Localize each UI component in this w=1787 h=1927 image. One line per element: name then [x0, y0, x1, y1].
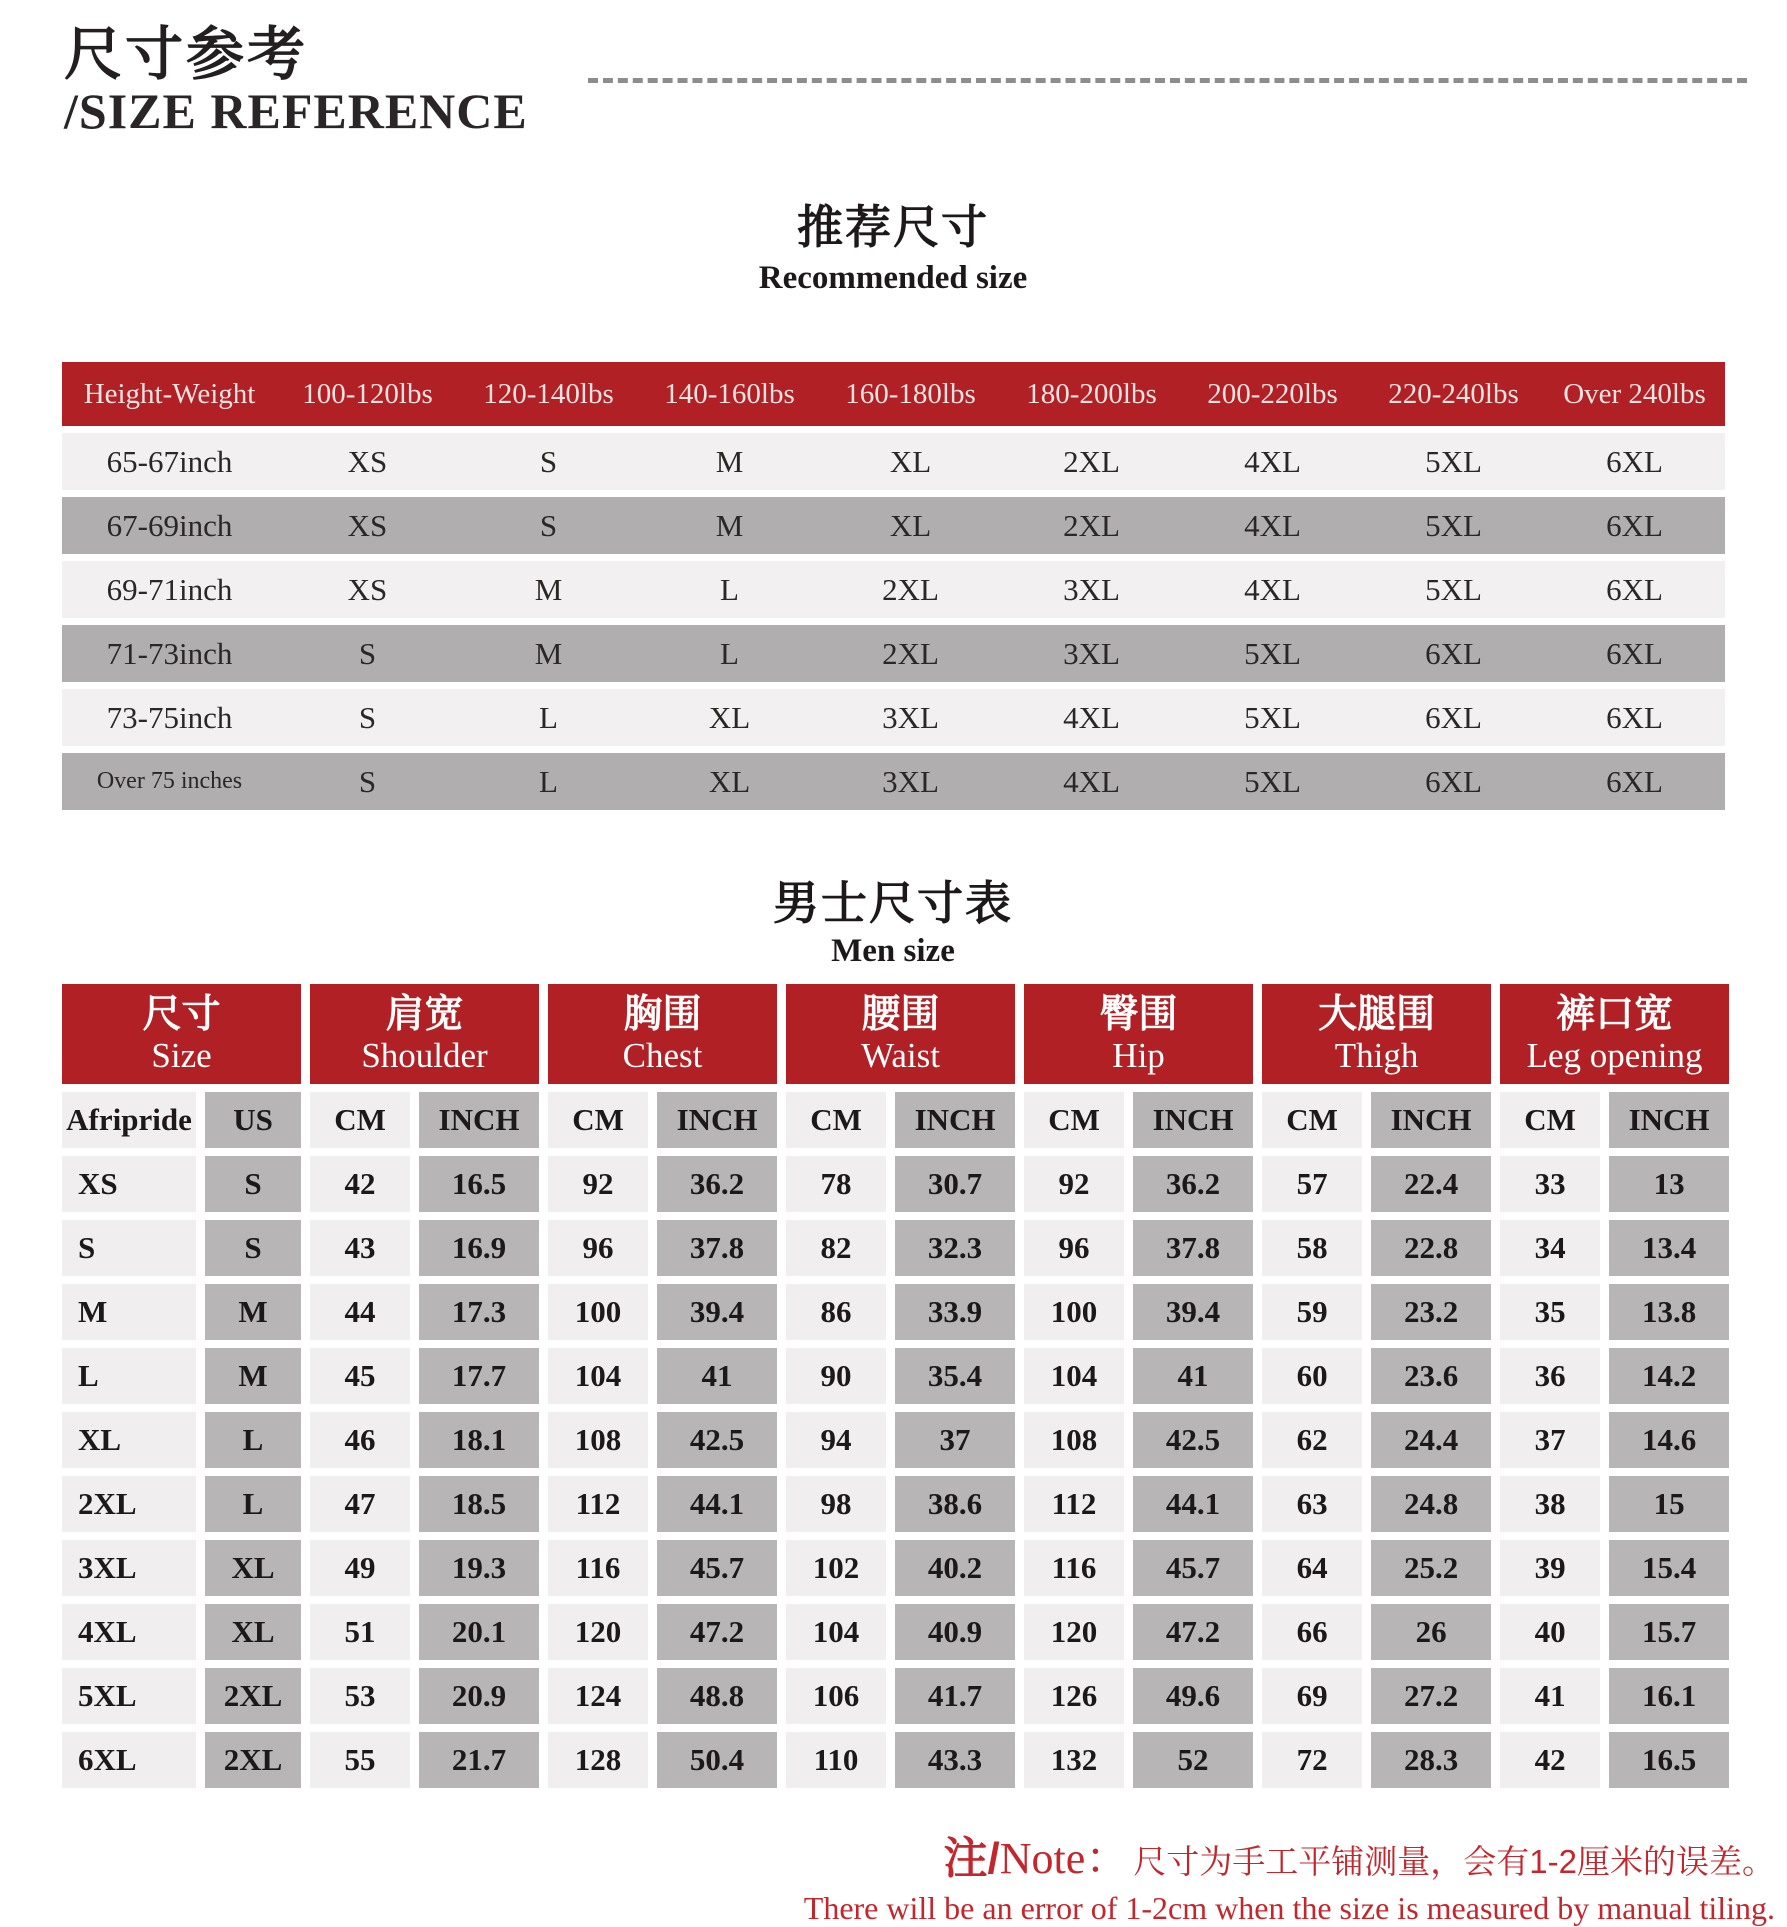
men-measure-cell: 48.8 [657, 1668, 777, 1724]
recommended-size-cell: XL [820, 497, 1001, 554]
men-group-label-zh: 肩宽 [385, 993, 464, 1037]
men-measure-cell: 42.5 [657, 1412, 777, 1468]
men-measure-cell: 44 [310, 1284, 410, 1340]
men-group-header-cell [548, 984, 777, 1084]
men-subheader-cell: CM [310, 1092, 410, 1148]
recommended-size-cell: L [639, 561, 820, 618]
men-measure-cell: 50.4 [657, 1732, 777, 1788]
men-measure-cell: 25.2 [1371, 1540, 1491, 1596]
recommended-size-cell: 3XL [820, 689, 1001, 746]
men-size-cell: 3XL [62, 1540, 196, 1596]
men-group-header-cell [62, 984, 301, 1084]
recommended-header-cell: 160-180lbs [820, 362, 1001, 426]
recommended-header-cell: 180-200lbs [1001, 362, 1182, 426]
men-group-label-zh: 大腿围 [1318, 993, 1436, 1037]
men-measure-cell: 37 [1500, 1412, 1600, 1468]
men-size-cell: 4XL [62, 1604, 196, 1660]
men-measure-cell: 36 [1500, 1348, 1600, 1404]
men-measure-cell: 108 [1024, 1412, 1124, 1468]
men-group-label-en: Thigh [1334, 1035, 1419, 1075]
men-measure-cell: 14.6 [1609, 1412, 1729, 1468]
men-size-cell: 2XL [62, 1476, 196, 1532]
page-title-en: /SIZE REFERENCE [64, 83, 528, 139]
recommended-size-cell: 5XL [1182, 753, 1363, 810]
men-measure-cell: 116 [1024, 1540, 1124, 1596]
men-measure-cell: 128 [548, 1732, 648, 1788]
men-measure-cell: 33.9 [895, 1284, 1015, 1340]
men-measure-cell: 23.2 [1371, 1284, 1491, 1340]
men-measure-cell: 98 [786, 1476, 886, 1532]
men-measure-cell: 96 [1024, 1220, 1124, 1276]
men-measure-cell: 40.2 [895, 1540, 1015, 1596]
men-measure-cell: 20.9 [419, 1668, 539, 1724]
men-measure-cell: 44.1 [657, 1476, 777, 1532]
men-table [53, 976, 1738, 1796]
recommended-row-label: 65-67inch [62, 433, 277, 490]
recommended-size-cell: 6XL [1544, 753, 1725, 810]
note-line1-text: 尺寸为手工平铺测量，会有1-2厘米的误差。 [1133, 1843, 1775, 1880]
men-measure-cell: S [205, 1220, 301, 1276]
men-size-cell: L [62, 1348, 196, 1404]
men-measure-cell: 42 [1500, 1732, 1600, 1788]
men-measure-cell: M [205, 1348, 301, 1404]
men-data-row [62, 1732, 1729, 1788]
men-measure-cell: 102 [786, 1540, 886, 1596]
men-measure-cell: 13.8 [1609, 1284, 1729, 1340]
men-measure-cell: 82 [786, 1220, 886, 1276]
men-size-cell: M [62, 1284, 196, 1340]
recommended-row [62, 497, 1725, 554]
recommended-size-cell: 3XL [820, 753, 1001, 810]
men-measure-cell: 35 [1500, 1284, 1600, 1340]
men-measure-cell: 112 [1024, 1476, 1124, 1532]
men-measure-cell: 106 [786, 1668, 886, 1724]
men-measure-cell: 41 [1500, 1668, 1600, 1724]
men-measure-cell: XL [205, 1604, 301, 1660]
men-measure-cell: 22.8 [1371, 1220, 1491, 1276]
men-data-row [62, 1348, 1729, 1404]
recommended-size-cell: XS [277, 433, 458, 490]
men-measure-cell: 34 [1500, 1220, 1600, 1276]
men-measure-cell: 120 [1024, 1604, 1124, 1660]
recommended-table [62, 355, 1725, 817]
men-measure-cell: 104 [1024, 1348, 1124, 1404]
recommended-size-cell: 4XL [1001, 753, 1182, 810]
men-measure-cell: 39.4 [1133, 1284, 1253, 1340]
men-measure-cell: 92 [1024, 1156, 1124, 1212]
recommended-size-cell: 2XL [820, 625, 1001, 682]
men-measure-cell: 13.4 [1609, 1220, 1729, 1276]
recommended-size-cell: S [458, 433, 639, 490]
men-measure-cell: 108 [548, 1412, 648, 1468]
men-measure-cell: 58 [1262, 1220, 1362, 1276]
men-measure-cell: 35.4 [895, 1348, 1015, 1404]
men-group-label-zh: 裤口宽 [1556, 993, 1674, 1037]
men-measure-cell: 94 [786, 1412, 886, 1468]
men-group-header-cell [1262, 984, 1491, 1084]
men-measure-cell: L [205, 1412, 301, 1468]
recommended-size-cell: 6XL [1363, 625, 1544, 682]
men-measure-cell: 45 [310, 1348, 410, 1404]
men-measure-cell: 47 [310, 1476, 410, 1532]
recommended-header-cell: 200-220lbs [1182, 362, 1363, 426]
men-measure-cell: 30.7 [895, 1156, 1015, 1212]
men-size-cell: S [62, 1220, 196, 1276]
recommended-row-label: 71-73inch [62, 625, 277, 682]
men-group-header-cell [1500, 984, 1729, 1084]
men-measure-cell: 24.8 [1371, 1476, 1491, 1532]
men-measure-cell: 49 [310, 1540, 410, 1596]
men-data-row [62, 1284, 1729, 1340]
men-size-cell: XL [62, 1412, 196, 1468]
recommended-row-label: 69-71inch [62, 561, 277, 618]
men-measure-cell: 16.5 [1609, 1732, 1729, 1788]
men-group-header-row [62, 984, 1729, 1084]
men-group-label-zh: 臀围 [1099, 993, 1178, 1037]
recommended-size-cell: S [458, 497, 639, 554]
men-data-row [62, 1220, 1729, 1276]
recommended-row-label: Over 75 inches [62, 753, 277, 810]
men-measure-cell: 41 [1133, 1348, 1253, 1404]
note-line2: There will be an error of 1-2cm when the size is measured by manual tiling. [803, 1890, 1775, 1926]
recommended-size-cell: 4XL [1182, 497, 1363, 554]
men-subheader-cell: US [205, 1092, 301, 1148]
men-measure-cell: 100 [1024, 1284, 1124, 1340]
recommended-row-label: 73-75inch [62, 689, 277, 746]
recommended-size-cell: XS [277, 561, 458, 618]
men-measure-cell: 126 [1024, 1668, 1124, 1724]
men-subheader-cell: INCH [419, 1092, 539, 1148]
recommended-size-cell: 5XL [1363, 497, 1544, 554]
recommended-size-cell: 6XL [1544, 689, 1725, 746]
men-size-cell: 5XL [62, 1668, 196, 1724]
recommended-header-cell: 220-240lbs [1363, 362, 1544, 426]
recommended-header-cell: 100-120lbs [277, 362, 458, 426]
recommended-size-cell: L [458, 753, 639, 810]
recommended-size-cell: 2XL [1001, 497, 1182, 554]
recommended-size-cell: 6XL [1363, 689, 1544, 746]
men-measure-cell: 37 [895, 1412, 1015, 1468]
men-measure-cell: 51 [310, 1604, 410, 1660]
recommended-size-cell: M [458, 561, 639, 618]
men-measure-cell: 32.3 [895, 1220, 1015, 1276]
men-measure-cell: 60 [1262, 1348, 1362, 1404]
men-measure-cell: 124 [548, 1668, 648, 1724]
men-measure-cell: 46 [310, 1412, 410, 1468]
men-subheader-cell: INCH [1609, 1092, 1729, 1148]
recommended-header-cell: 140-160lbs [639, 362, 820, 426]
men-measure-cell: 26 [1371, 1604, 1491, 1660]
men-measure-cell: S [205, 1156, 301, 1212]
men-group-header-cell [786, 984, 1015, 1084]
recommended-size-cell: M [639, 433, 820, 490]
men-group-label-en: Shoulder [361, 1035, 488, 1075]
men-measure-cell: 52 [1133, 1732, 1253, 1788]
men-measure-cell: 19.3 [419, 1540, 539, 1596]
men-measure-cell: 13 [1609, 1156, 1729, 1212]
recommended-heading-en: Recommended size [758, 260, 1028, 296]
recommended-size-cell: M [639, 497, 820, 554]
men-subheader-cell: CM [1500, 1092, 1600, 1148]
men-measure-cell: 43.3 [895, 1732, 1015, 1788]
recommended-size-cell: 2XL [1001, 433, 1182, 490]
recommended-size-cell: 5XL [1363, 433, 1544, 490]
men-measure-cell: 120 [548, 1604, 648, 1660]
men-measure-cell: 47.2 [657, 1604, 777, 1660]
men-measure-cell: 28.3 [1371, 1732, 1491, 1788]
note-prefix-en: Note： [999, 1834, 1130, 1883]
recommended-row [62, 561, 1725, 618]
men-measure-cell: 104 [548, 1348, 648, 1404]
recommended-row [62, 625, 1725, 682]
recommended-size-cell: 6XL [1544, 497, 1725, 554]
recommended-size-cell: L [458, 689, 639, 746]
men-measure-cell: XL [205, 1540, 301, 1596]
recommended-size-cell: 6XL [1544, 561, 1725, 618]
men-measure-cell: 41 [657, 1348, 777, 1404]
men-data-row [62, 1668, 1729, 1724]
recommended-row-label: 67-69inch [62, 497, 277, 554]
men-measure-cell: 16.1 [1609, 1668, 1729, 1724]
men-size-cell: XS [62, 1156, 196, 1212]
men-group-label-en: Leg opening [1526, 1035, 1703, 1075]
men-measure-cell: 17.3 [419, 1284, 539, 1340]
men-measure-cell: 49.6 [1133, 1668, 1253, 1724]
recommended-size-cell: XL [639, 753, 820, 810]
men-heading [62, 867, 1724, 970]
men-group-label-zh: 胸围 [623, 993, 702, 1037]
men-subheader-cell: INCH [657, 1092, 777, 1148]
title-dashed-line [588, 78, 1747, 83]
men-measure-cell: 24.4 [1371, 1412, 1491, 1468]
men-group-label-en: Size [151, 1035, 212, 1075]
recommended-heading-zh: 推荐尺寸 [797, 201, 989, 253]
men-subheader-cell: CM [786, 1092, 886, 1148]
men-measure-cell: 2XL [205, 1732, 301, 1788]
men-measure-cell: 39.4 [657, 1284, 777, 1340]
recommended-size-cell: 5XL [1363, 561, 1544, 618]
page-title-zh: 尺寸参考 [64, 22, 309, 87]
recommended-header-cell: 120-140lbs [458, 362, 639, 426]
men-measure-cell: 42.5 [1133, 1412, 1253, 1468]
content [62, 191, 1724, 1796]
men-measure-cell: 38 [1500, 1476, 1600, 1532]
recommended-size-cell: 6XL [1544, 433, 1725, 490]
recommended-size-cell: S [277, 689, 458, 746]
men-measure-cell: 40 [1500, 1604, 1600, 1660]
men-measure-cell: 20.1 [419, 1604, 539, 1660]
men-measure-cell: 104 [786, 1604, 886, 1660]
men-measure-cell: 15 [1609, 1476, 1729, 1532]
men-measure-cell: 47.2 [1133, 1604, 1253, 1660]
men-measure-cell: 132 [1024, 1732, 1124, 1788]
men-group-header-cell [1024, 984, 1253, 1084]
men-subheader-row [62, 1092, 1729, 1148]
men-measure-cell: 2XL [205, 1668, 301, 1724]
men-measure-cell: 64 [1262, 1540, 1362, 1596]
men-subheader-cell: CM [1262, 1092, 1362, 1148]
men-measure-cell: 86 [786, 1284, 886, 1340]
page-title-block [0, 0, 1787, 137]
men-data-row [62, 1156, 1729, 1212]
recommended-size-cell: M [458, 625, 639, 682]
men-measure-cell: 23.6 [1371, 1348, 1491, 1404]
men-measure-cell: 27.2 [1371, 1668, 1491, 1724]
men-measure-cell: 92 [548, 1156, 648, 1212]
men-subheader-cell: INCH [1133, 1092, 1253, 1148]
recommended-size-cell: 6XL [1544, 625, 1725, 682]
men-measure-cell: 78 [786, 1156, 886, 1212]
men-measure-cell: 37.8 [1133, 1220, 1253, 1276]
men-data-row [62, 1604, 1729, 1660]
men-measure-cell: 59 [1262, 1284, 1362, 1340]
men-measure-cell: 16.5 [419, 1156, 539, 1212]
men-group-label-zh: 尺寸 [142, 993, 221, 1037]
men-measure-cell: 53 [310, 1668, 410, 1724]
recommended-size-cell: S [277, 753, 458, 810]
recommended-size-cell: XS [277, 497, 458, 554]
recommended-row [62, 753, 1725, 810]
men-data-row [62, 1476, 1729, 1532]
recommended-row [62, 689, 1725, 746]
men-measure-cell: 72 [1262, 1732, 1362, 1788]
note-line1 [0, 1822, 1775, 1886]
men-measure-cell: 36.2 [1133, 1156, 1253, 1212]
men-group-label-en: Waist [861, 1035, 940, 1075]
men-measure-cell: 21.7 [419, 1732, 539, 1788]
men-measure-cell: 69 [1262, 1668, 1362, 1724]
recommended-size-cell: 3XL [1001, 625, 1182, 682]
men-subheader-cell: CM [548, 1092, 648, 1148]
men-heading-en: Men size [831, 933, 955, 969]
recommended-size-cell: XL [639, 689, 820, 746]
men-subheader-cell: Afripride [62, 1092, 196, 1148]
recommended-size-cell: 4XL [1182, 561, 1363, 618]
recommended-size-cell: S [277, 625, 458, 682]
men-measure-cell: 110 [786, 1732, 886, 1788]
men-measure-cell: 66 [1262, 1604, 1362, 1660]
recommended-size-cell: L [639, 625, 820, 682]
recommended-size-cell: XL [820, 433, 1001, 490]
men-data-row [62, 1540, 1729, 1596]
men-heading-zh: 男士尺寸表 [773, 877, 1013, 929]
recommended-size-cell: 2XL [820, 561, 1001, 618]
men-measure-cell: 37.8 [657, 1220, 777, 1276]
men-measure-cell: 62 [1262, 1412, 1362, 1468]
recommended-size-cell: 6XL [1363, 753, 1544, 810]
men-group-label-en: Chest [622, 1035, 703, 1075]
men-measure-cell: 22.4 [1371, 1156, 1491, 1212]
men-measure-cell: M [205, 1284, 301, 1340]
men-measure-cell: 116 [548, 1540, 648, 1596]
men-measure-cell: 57 [1262, 1156, 1362, 1212]
men-measure-cell: 45.7 [657, 1540, 777, 1596]
men-measure-cell: L [205, 1476, 301, 1532]
men-measure-cell: 40.9 [895, 1604, 1015, 1660]
men-group-label-zh: 腰围 [861, 993, 940, 1037]
men-measure-cell: 55 [310, 1732, 410, 1788]
men-measure-cell: 15.4 [1609, 1540, 1729, 1596]
men-measure-cell: 15.7 [1609, 1604, 1729, 1660]
recommended-size-cell: 5XL [1182, 689, 1363, 746]
men-measure-cell: 100 [548, 1284, 648, 1340]
recommended-size-cell: 4XL [1182, 433, 1363, 490]
men-group-label-en: Hip [1112, 1035, 1165, 1075]
men-measure-cell: 18.5 [419, 1476, 539, 1532]
men-measure-cell: 41.7 [895, 1668, 1015, 1724]
note-prefix-zh: 注/ [943, 1834, 1000, 1883]
men-measure-cell: 43 [310, 1220, 410, 1276]
men-measure-cell: 45.7 [1133, 1540, 1253, 1596]
men-subheader-cell: CM [1024, 1092, 1124, 1148]
men-subheader-cell: INCH [895, 1092, 1015, 1148]
men-measure-cell: 17.7 [419, 1348, 539, 1404]
men-measure-cell: 90 [786, 1348, 886, 1404]
recommended-row [62, 433, 1725, 490]
recommended-header-cell: Height-Weight [62, 362, 277, 426]
recommended-heading [62, 191, 1724, 297]
men-measure-cell: 33 [1500, 1156, 1600, 1212]
men-group-header-cell [310, 984, 539, 1084]
men-measure-cell: 18.1 [419, 1412, 539, 1468]
men-measure-cell: 44.1 [1133, 1476, 1253, 1532]
note-block [0, 1822, 1787, 1927]
men-data-row [62, 1412, 1729, 1468]
men-subheader-cell: INCH [1371, 1092, 1491, 1148]
men-measure-cell: 14.2 [1609, 1348, 1729, 1404]
recommended-header-row [62, 362, 1725, 426]
men-measure-cell: 42 [310, 1156, 410, 1212]
men-measure-cell: 36.2 [657, 1156, 777, 1212]
recommended-size-cell: 3XL [1001, 561, 1182, 618]
men-measure-cell: 38.6 [895, 1476, 1015, 1532]
recommended-size-cell: 4XL [1001, 689, 1182, 746]
men-measure-cell: 63 [1262, 1476, 1362, 1532]
men-measure-cell: 96 [548, 1220, 648, 1276]
men-measure-cell: 112 [548, 1476, 648, 1532]
men-size-cell: 6XL [62, 1732, 196, 1788]
men-measure-cell: 39 [1500, 1540, 1600, 1596]
recommended-size-cell: 5XL [1182, 625, 1363, 682]
men-measure-cell: 16.9 [419, 1220, 539, 1276]
recommended-header-cell: Over 240lbs [1544, 362, 1725, 426]
